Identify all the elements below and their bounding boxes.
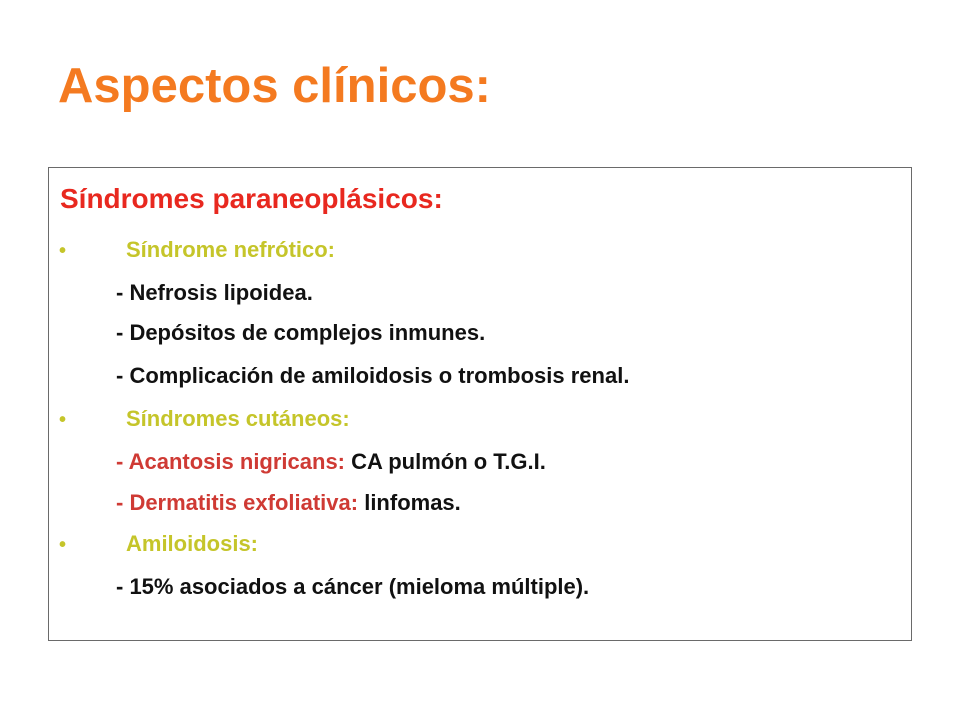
bullet-marker: • <box>59 409 67 431</box>
list-item: - Nefrosis lipoidea. <box>116 280 313 305</box>
slide-title: Aspectos clínicos: <box>58 59 491 113</box>
bullet-nephrotic-syndrome <box>59 237 335 263</box>
list-item <box>116 490 461 516</box>
item-text: linfomas. <box>364 490 461 515</box>
bullet-marker: • <box>59 240 67 262</box>
section-heading: Amiloidosis: <box>126 531 259 556</box>
list-item: - Complicación de amiloidosis o trombosis renal. <box>116 363 630 388</box>
bullet-marker: • <box>59 534 67 556</box>
item-label: - Dermatitis exfoliativa: <box>116 490 359 515</box>
section-heading: Síndromes cutáneos: <box>126 406 350 431</box>
subtitle: Síndromes paraneoplásicos: <box>60 183 443 214</box>
bullet-amyloidosis <box>59 531 258 557</box>
item-label: - Acantosis nigricans: <box>116 449 346 474</box>
list-item: - Depósitos de complejos inmunes. <box>116 320 486 345</box>
section-heading: Síndrome nefrótico: <box>126 237 336 262</box>
list-item: - 15% asociados a cáncer (mieloma múltiple). <box>116 574 590 599</box>
content-box <box>48 167 912 641</box>
list-item <box>116 449 546 475</box>
bullet-cutaneous-syndromes <box>59 406 350 432</box>
item-text: CA pulmón o T.G.I. <box>351 449 546 474</box>
